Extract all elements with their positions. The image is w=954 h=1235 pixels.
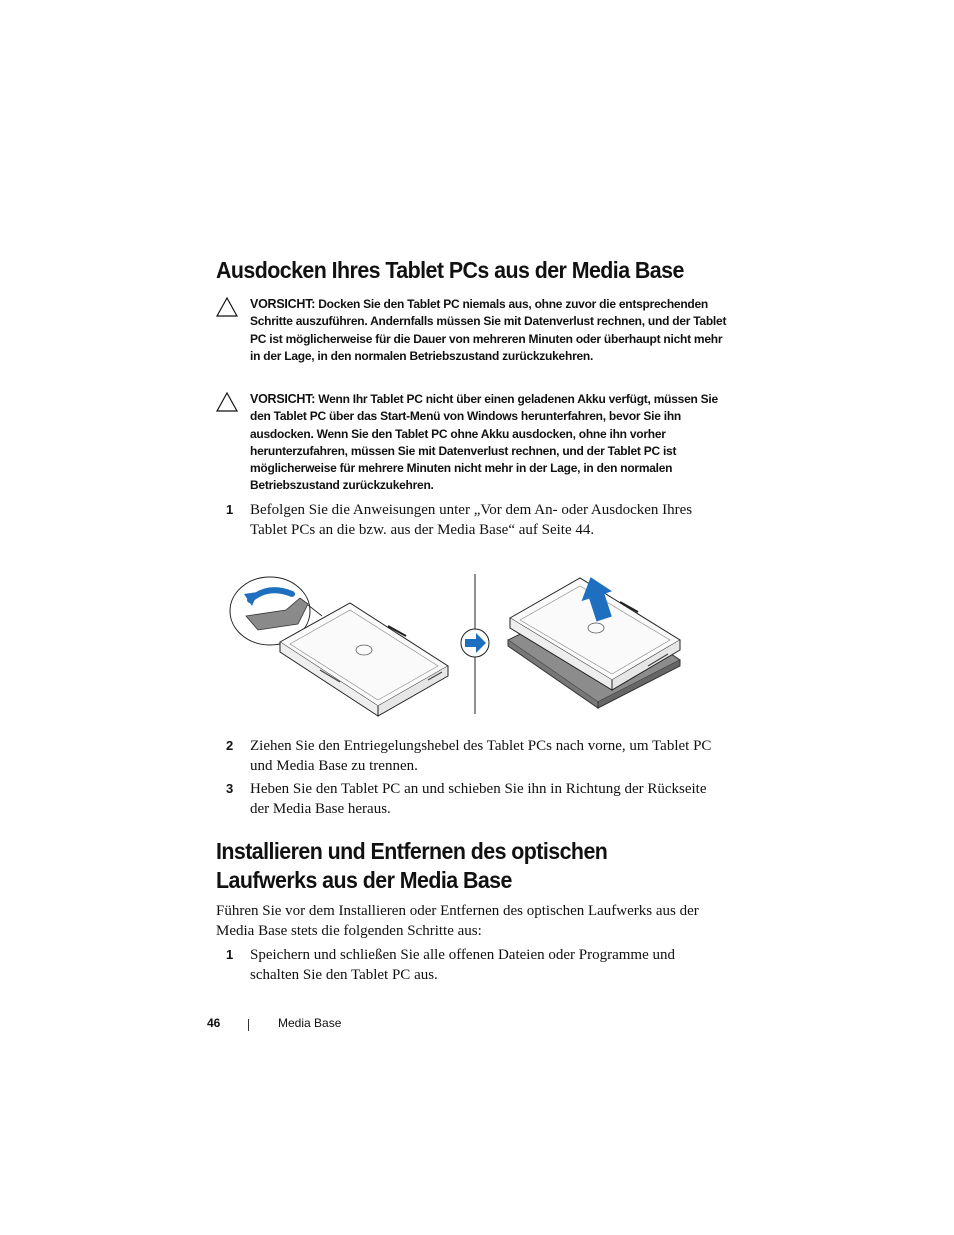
caution-text-1 bbox=[250, 296, 728, 365]
step-text: Speichern und schließen Sie alle offenen Dateien oder Programme und schalten Sie den Tablet PC aus. bbox=[250, 947, 676, 983]
caution-triangle-icon bbox=[216, 297, 238, 317]
caution-text-2 bbox=[250, 391, 728, 495]
step-number: 1 bbox=[226, 502, 234, 517]
heading-line-1: Installieren und Entfernen des optischen bbox=[216, 838, 608, 864]
menu-term-start: Start bbox=[380, 409, 407, 424]
arrow-right-icon bbox=[461, 629, 489, 657]
caution-body: Docken Sie den Tablet PC niemals aus, ohne zuvor die entsprechenden Schritte auszuführen. Andernfalls müssen Sie mit Datenverlust rechnen, und der Tablet PC ist möglicherweise für die Dauer von mehreren Minuten oder überhaupt nicht mehr in der Lage, in den normalen Betriebszustand zurückzukehren. bbox=[250, 297, 727, 363]
step-text: Ziehen Sie den Entriegelungshebel des Tablet PCs nach vorne, um Tablet PC und Media Base zu trennen. bbox=[250, 738, 712, 774]
caution-triangle-icon bbox=[216, 392, 238, 412]
caution-keyword: VORSICHT: bbox=[250, 297, 316, 311]
step-text: Heben Sie den Tablet PC an und schieben Sie ihn in Richtung der Rückseite der Media Base heraus. bbox=[250, 781, 707, 817]
caution-body-part1: Wenn Ihr Tablet PC nicht über einen geladenen Akku verfügt, müssen Sie den Tablet PC über das bbox=[250, 392, 718, 424]
page-number: 46 bbox=[207, 1016, 221, 1030]
caution-keyword: VORSICHT: bbox=[250, 392, 316, 406]
intro-paragraph: Führen Sie vor dem Installieren oder Entfernen des optischen Laufwerks aus der Media Base stets die folgenden Schritte aus: bbox=[216, 903, 699, 939]
step-number: 1 bbox=[226, 947, 234, 962]
step-text: Befolgen Sie die Anweisungen unter „Vor dem An- oder Ausdocken Ihres Tablet PCs an die bzw. aus der Media Base“ auf Seite 44. bbox=[250, 502, 693, 538]
section-heading-optical-drive bbox=[216, 837, 607, 895]
step-number: 2 bbox=[226, 738, 234, 753]
undock-illustration bbox=[228, 570, 688, 718]
step-number: 3 bbox=[226, 781, 234, 796]
footer-separator bbox=[248, 1019, 249, 1031]
footer-section-title: Media Base bbox=[278, 1016, 342, 1030]
section-heading-undock: Ausdocken Ihres Tablet PCs aus der Media Base bbox=[216, 257, 684, 283]
page-footer bbox=[0, 1016, 954, 1036]
heading-line-2: Laufwerks aus der Media Base bbox=[216, 867, 512, 893]
caution-body-part2: -Menü von Windows herunterfahren, bevor Sie ihn ausdocken. Wenn Sie den Tablet PC ohne Akku ausdocken, ohne ihn vorher herunterzufahren, müssen Sie mit Datenverlust rechnen, und der Tablet PC ist möglicherweise für mehrere Minuten nicht mehr in der Lage, in den normalen Betriebszustand zurückzukehren. bbox=[250, 409, 681, 493]
